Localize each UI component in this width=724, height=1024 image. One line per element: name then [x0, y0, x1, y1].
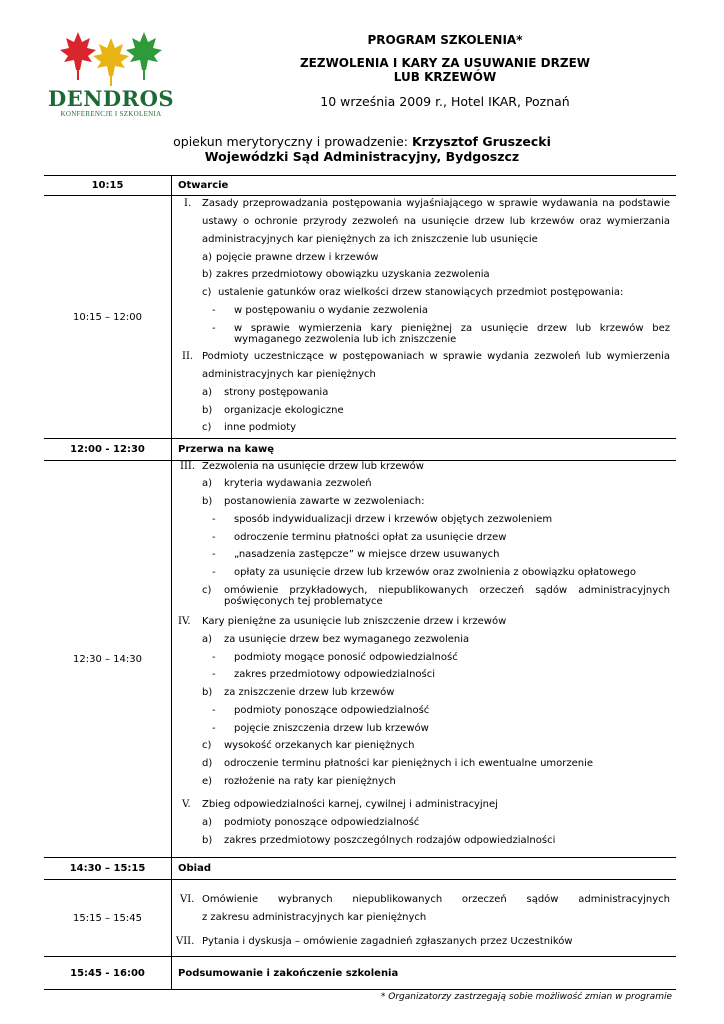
time-cell: 10:15 [44, 176, 172, 195]
program-title [280, 56, 610, 84]
list-item: - odroczenie terminu płatności opłat za usunięcie drzew [212, 532, 507, 543]
supervisor-court: Wojewódzki Sąd Administracyjny, Bydgoszcz [204, 149, 520, 164]
time-cell: 15:15 – 15:45 [44, 880, 172, 956]
list-item: a) kryteria wydawania zezwoleń [202, 478, 372, 489]
list-item: - podmioty ponoszące odpowiedzialność [212, 705, 430, 716]
text-line: z zakresu administracyjnych kar pieniężnych [202, 912, 427, 923]
list-item: d) odroczenie terminu płatności kar pieniężnych i ich ewentualne umorzenie [202, 758, 594, 769]
schedule-row-lunch [44, 857, 676, 879]
program-title-line1: ZEZWOLENIA I KARY ZA USUWANIE DRZEW [299, 56, 591, 70]
list-item: VI. Omówienie wybranych niepublikowanych orzeczeń sądów administracyjnych [180, 894, 670, 905]
list-item: b) zakres przedmiotowy poszczególnych rodzajów odpowiedzialności [202, 835, 556, 846]
list-item: IV. Kary pieniężne za usunięcie lub zniszczenie drzew i krzewów [178, 616, 507, 627]
session-content [172, 461, 676, 857]
text-line: wymaganego zezwolenia lub ich zniszczenie [234, 334, 457, 345]
text-line: administracyjnych kar pieniężnych [202, 369, 376, 380]
text-line: ustawy o ochronie przyrody zezwoleń na usunięcie drzew lub krzewów oraz wymierzania [202, 216, 670, 227]
session-title: Otwarcie [178, 180, 229, 191]
list-item: I. Zasady przeprowadzania postępowania wyjaśniającego w sprawie wydawania na podstawie [184, 198, 670, 209]
time-cell: 14:30 – 15:15 [44, 858, 172, 879]
date-place: 10 września 2009 r., Hotel IKAR, Poznań [320, 94, 570, 109]
footnote: * Organizatorzy zastrzegają sobie możliwość zmian w programie [380, 992, 672, 1002]
time-cell: 12:00 - 12:30 [44, 439, 172, 460]
maple-leaves-icon [48, 28, 174, 88]
list-item: a) za usunięcie drzew bez wymaganego zezwolenia [202, 634, 470, 645]
list-item: c) inne podmioty [202, 422, 297, 433]
list-item: c) ustalenie gatunków oraz wielkości drzew stanowiących przedmiot postępowania: [202, 287, 624, 298]
time-cell: 10:15 – 12:00 [44, 196, 172, 438]
list-item: a) podmioty ponoszące odpowiedzialność [202, 817, 420, 828]
list-item: c) wysokość orzekanych kar pieniężnych [202, 740, 415, 751]
schedule-row-session-3 [44, 879, 676, 956]
logo-subtitle: KONFERENCJE I SZKOLENIA [60, 110, 162, 118]
list-item: - podmioty mogące ponosić odpowiedzialność [212, 652, 458, 663]
list-item: VII. Pytania i dyskusja – omówienie zagadnień zgłaszanych przez Uczestników [176, 936, 573, 947]
time-cell: 12:30 – 14:30 [44, 461, 172, 857]
schedule-table [44, 175, 676, 990]
program-title-line2: LUB KRZEWÓW [393, 70, 497, 84]
list-item: e) rozłożenie na raty kar pieniężnych [202, 776, 396, 787]
list-item: - w sprawie wymierzenia kary pieniężnej za usunięcie drzew lub krzewów bez [212, 323, 670, 334]
session-title: Podsumowanie i zakończenie szkolenia [178, 967, 399, 979]
session-content [172, 196, 676, 438]
schedule-row-coffee-break [44, 438, 676, 460]
dendros-logo [48, 28, 174, 120]
list-item: II. Podmioty uczestniczące w postępowaniach w sprawie wydania zezwoleń lub wymierzenia [182, 351, 670, 362]
list-item: b) zakres przedmiotowy obowiązku uzyskania zezwolenia [202, 269, 490, 280]
schedule-row-opening [44, 175, 676, 195]
schedule-row-session-1 [44, 195, 676, 438]
list-item: - sposób indywidualizacji drzew i krzewów objętych zezwoleniem [212, 514, 553, 525]
logo-name: DENDROS [48, 86, 175, 111]
list-item: - opłaty za usunięcie drzew lub krzewów oraz zwolnienia z obowiązku opłatowego [212, 567, 637, 578]
session-content [172, 880, 676, 956]
list-item: b) za zniszczenie drzew lub krzewów [202, 687, 395, 698]
schedule-row-session-2 [44, 460, 676, 857]
session-title: Obiad [178, 863, 211, 874]
text-line: poświęconych tej problematyce [224, 596, 383, 607]
list-item: c) omówienie przykładowych, niepublikowanych orzeczeń sądów administracyjnych [202, 585, 670, 596]
list-item: - zakres przedmiotowy odpowiedzialności [212, 669, 436, 680]
list-item: V. Zbieg odpowiedzialności karnej, cywilnej i administracyjnej [182, 799, 498, 810]
list-item: b) postanowienia zawarte w zezwoleniach: [202, 496, 425, 507]
supervisor-name: Krzysztof Gruszecki [412, 134, 551, 149]
list-item: a) pojęcie prawne drzew i krzewów [202, 252, 379, 263]
time-cell: 15:45 - 16:00 [44, 957, 172, 989]
list-item: a) strony postępowania [202, 387, 329, 398]
list-item: - pojęcie zniszczenia drzew lub krzewów [212, 723, 429, 734]
supervisor-prefix: opiekun merytoryczny i prowadzenie: [173, 134, 412, 149]
list-item: III. Zezwolenia na usunięcie drzew lub krzewów [180, 461, 424, 472]
session-title: Przerwa na kawę [178, 444, 275, 455]
program-header [280, 32, 610, 110]
supervisor-info [120, 134, 604, 164]
text-line: administracyjnych kar pieniężnych za ich zniszczenie lub usunięcie [202, 234, 538, 245]
list-item: - „nasadzenia zastępcze” w miejsce drzew usuwanych [212, 549, 500, 560]
program-label: PROGRAM SZKOLENIA* [367, 33, 523, 47]
list-item: - w postępowaniu o wydanie zezwolenia [212, 305, 428, 316]
schedule-row-closing [44, 956, 676, 990]
list-item: b) organizacje ekologiczne [202, 405, 344, 416]
